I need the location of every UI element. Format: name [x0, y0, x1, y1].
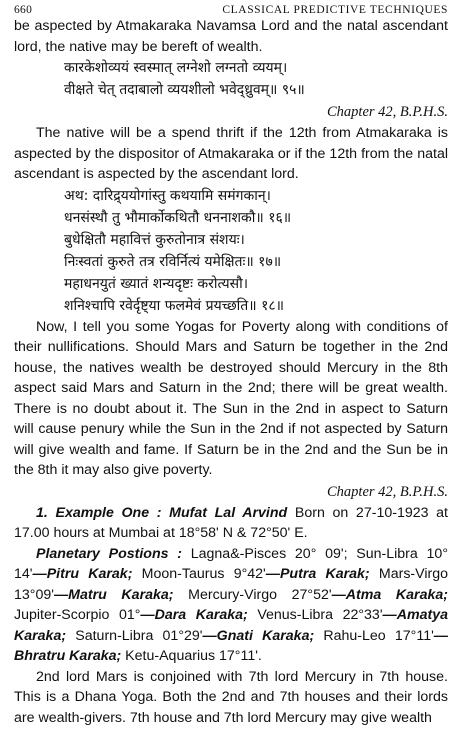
paragraph-intro: be aspected by Atmakaraka Navamsa Lord and the natal ascendant lord, the native may be bereft of wealth.: [14, 18, 448, 55]
position-text: Moon-Taurus 9°42': [132, 566, 266, 582]
example-one: [14, 503, 448, 544]
example-label: 1. Example One : Mufat Lal Arvind: [36, 504, 288, 521]
verse-line: अथ: दारिद्र्ययोगांस्तु कथयामि समंगकान्।: [64, 187, 271, 204]
page-number: 660: [14, 4, 33, 16]
running-title: CLASSICAL PREDICTIVE TECHNIQUES: [222, 4, 448, 16]
planetary-label: Planetary Postions :: [36, 545, 182, 562]
position-text: Rahu-Leo 17°11': [314, 627, 434, 644]
example-text: Born on 27-10-1923 at 17.00 hours at Mumbai at 18°58' N & 72°50' E.: [14, 504, 448, 541]
karaka-label: —Dara Karaka;: [140, 607, 248, 623]
page-header: [14, 0, 448, 16]
karaka-label: —Matru Karaka;: [53, 586, 174, 603]
verse-line: शनिश्चापि रवेर्दृष्ट्या फलमेवं प्रयच्छति॥ १८॥: [64, 297, 285, 314]
verse-line: कारकेशोव्ययं स्वस्मात् लग्नेशो लग्नतो व्ययम्।: [64, 60, 288, 76]
verse-line: धनसंस्थौ तु भौमार्कोकथितौ धननाशकौ॥ १६॥: [64, 209, 292, 226]
paragraph-poverty-yogas: Now, I tell you some Yogas for Poverty along with conditions of their nullifications. Should Mars and Saturn be together in the 2nd house, the natives wealth be destroyed should Mercury in the 8th aspect said Mars and Saturn in the 2nd; there will be great wealth. There is no doubt about it. The Sun in the 2nd in aspect to Saturn will cause penury while the Sun in the 2nd if not aspected by Saturn will give wealth and fame. If Saturn be in the 2nd and the Sun be in the 8th it may also give poverty.: [14, 318, 448, 478]
karaka-label: —Bhratru Karaka;: [14, 627, 448, 664]
position-text: Jupiter-Scorpio 01°: [14, 607, 141, 623]
position-text: Mars-Virgo 13°09': [14, 566, 449, 603]
citation-bphs: Chapter 42, B.P.H.S.: [327, 104, 448, 120]
paragraph-spendthrift: The native will be a spend thrift if the 12th from Atmakaraka is aspected by the dispositor of Atmakaraka or if the 12th from the natal ascendant is aspected by the ascendant lord.: [14, 125, 448, 182]
position-text: Lagna&-Pisces 20° 09'; Sun-Libra 10° 14': [14, 545, 448, 582]
karaka-label: —Pitru Karak;: [32, 566, 133, 582]
citation-bphs: Chapter 42, B.P.H.S.: [327, 483, 448, 500]
position-text: Ketu-Aquarius 17°11'.: [121, 648, 262, 664]
sanskrit-verse-95: [14, 57, 448, 101]
position-text: Mercury-Virgo 27°52': [173, 586, 332, 603]
karaka-label: —Putra Karak;: [265, 566, 370, 582]
sanskrit-verses-16-18: [14, 185, 448, 317]
planetary-positions: [14, 544, 448, 667]
position-text: Venus-Libra 22°33': [247, 607, 383, 623]
verse-line: महाधनयुतं ख्यातं शन्यदृष्टः करोत्यसौ।: [64, 275, 249, 292]
position-text: Saturn-Libra 01°29': [66, 627, 203, 644]
verse-line: निःस्वतां कुरुते तत्र रविर्नित्यं यमेक्षितः॥ १७॥: [64, 253, 282, 270]
karaka-label: —Atma Karaka;: [331, 586, 448, 603]
paragraph-dhana-yoga: 2nd lord Mars is conjoined with 7th lord Mercury in 7th house. This is a Dhana Yoga. Both the 2nd and 7th houses and their lords are wealth-givers. 7th house and 7th lord Mercury may give wealth: [14, 668, 448, 726]
karaka-label: —Amatya Karaka;: [14, 607, 448, 644]
verse-line: वीक्षते चेत् तदाबालो व्ययशीलो भवेद्ध्रुवम्॥ ९५॥: [64, 82, 305, 98]
verse-line: बुधेक्षितौ महावित्तं कुरुतोनात्र संशयः।: [64, 231, 245, 248]
karaka-label: —Gnati Karaka;: [202, 627, 315, 644]
